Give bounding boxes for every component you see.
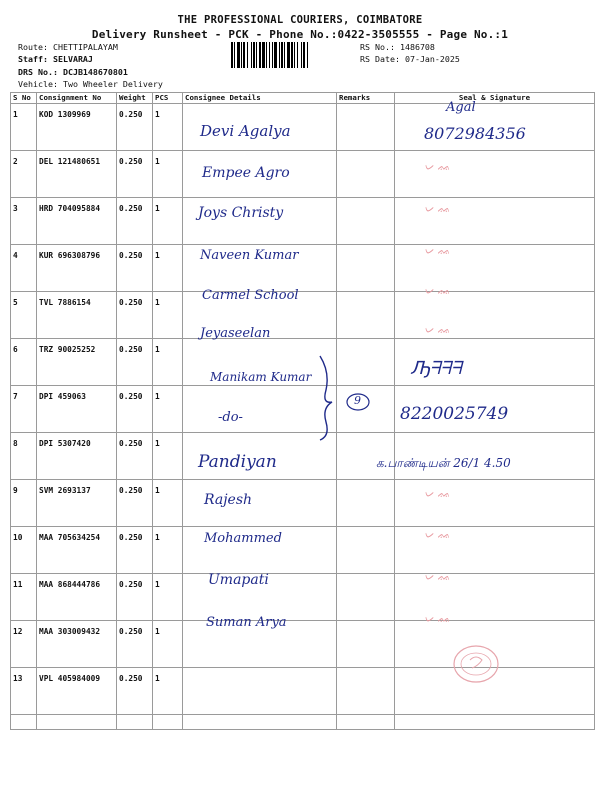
table-row-empty: [11, 715, 595, 730]
cell-pcs: 1: [153, 574, 183, 621]
handwritten-signature: 8220025749: [400, 404, 509, 424]
cell-signature: [395, 151, 595, 198]
handwritten-signature: க.பாண்டியன் 26/1 4.50: [376, 456, 511, 470]
cell-weight: 0.250: [117, 480, 153, 527]
handwritten-consignee: Umapati: [208, 572, 269, 588]
cell-weight: 0.250: [117, 198, 153, 245]
cell-sno: 2: [11, 151, 37, 198]
cell-pcs: 1: [153, 104, 183, 151]
handwritten-signature: Ԡᖷᖷᖷ: [410, 358, 462, 379]
runsheet-subtitle: Delivery Runsheet - PCK - Phone No.:0422-3505555 - Page No.:1: [91, 28, 509, 41]
cell-pcs: 1: [153, 433, 183, 480]
staff-text: Staff: SELVARAJ: [18, 54, 93, 64]
handwritten-consignee: Manikam Kumar: [210, 370, 312, 384]
table-row: [11, 527, 595, 574]
cell-consignment-no: DPI 5307420: [37, 433, 117, 480]
cell-consignment-no: MAA 705634254: [37, 527, 117, 574]
cell-consignment-no: MAA 303009432: [37, 621, 117, 668]
cell-remarks: [337, 198, 395, 245]
handwritten-signature: ᨆ ᨐ: [424, 570, 451, 583]
handwritten-consignee: Suman Arya: [206, 615, 287, 630]
handwritten-signature: Agal: [446, 100, 476, 115]
cell-pcs: 1: [153, 621, 183, 668]
circled-note: 9: [354, 394, 361, 407]
table-row: [11, 292, 595, 339]
cell-sno: 10: [11, 527, 37, 574]
cell-sno: 4: [11, 245, 37, 292]
rs-no-text: RS No.: 1486708: [360, 42, 435, 52]
cell-sno: 13: [11, 668, 37, 715]
bracket-icon: [314, 352, 374, 442]
cell-consignment-no: TVL 7886154: [37, 292, 117, 339]
cell-weight: 0.250: [117, 574, 153, 621]
col-sno-header: S No: [11, 93, 37, 104]
handwritten-consignee: Naveen Kumar: [200, 248, 299, 263]
drs-text: DRS No.: DCJB148670801: [18, 67, 128, 77]
cell-weight: 0.250: [117, 151, 153, 198]
cell-pcs: 1: [153, 245, 183, 292]
table-row: [11, 668, 595, 715]
cell-weight: 0.250: [117, 621, 153, 668]
cell-weight: 0.250: [117, 668, 153, 715]
handwritten-signature: ᨆ ᨐ: [424, 284, 451, 297]
cell-consignment-no: DPI 459063: [37, 386, 117, 433]
col-consignee-header: Consignee Details: [183, 93, 337, 104]
handwritten-consignee: Pandiyan: [198, 452, 277, 472]
handwritten-signature: ᨆ ᨐ: [424, 487, 451, 500]
cell-weight: 0.250: [117, 104, 153, 151]
table-row: [11, 574, 595, 621]
cell-remarks: [337, 480, 395, 527]
handwritten-signature: ᨆ ᨐ: [424, 160, 451, 173]
cell-weight: 0.250: [117, 245, 153, 292]
cell-pcs: 1: [153, 480, 183, 527]
cell-consignment-no: TRZ 90025252: [37, 339, 117, 386]
cell-consignment-no: SVM 2693137: [37, 480, 117, 527]
cell-pcs: 1: [153, 668, 183, 715]
col-pcs-header: PCS: [153, 93, 183, 104]
cell-pcs: 1: [153, 198, 183, 245]
cell-consignment-no: VPL 405984009: [37, 668, 117, 715]
cell-consignee: [183, 668, 337, 715]
cell-consignment-no: KOD 1309969: [37, 104, 117, 151]
cell-pcs: 1: [153, 151, 183, 198]
handwritten-consignee: Mohammed: [204, 531, 282, 546]
barcode-icon: [230, 42, 354, 68]
cell-remarks: [337, 151, 395, 198]
cell-sno: 3: [11, 198, 37, 245]
handwritten-signature: ᨆ ᨐ: [424, 528, 451, 541]
cell-sno: 11: [11, 574, 37, 621]
cell-weight: 0.250: [117, 433, 153, 480]
cell-pcs: 1: [153, 386, 183, 433]
cell-consignment-no: MAA 868444786: [37, 574, 117, 621]
cell-remarks: [337, 527, 395, 574]
handwritten-consignee: Devi Agalya: [200, 122, 291, 140]
cell-consignment-no: HRD 704095884: [37, 198, 117, 245]
rs-date-text: RS Date: 07-Jan-2025: [360, 54, 460, 64]
company-title: THE PROFESSIONAL COURIERS, COIMBATORE: [177, 14, 423, 26]
cell-consignment-no: DEL 121480651: [37, 151, 117, 198]
handwritten-consignee: Carmel School: [202, 288, 299, 303]
table-row: [11, 480, 595, 527]
cell-sno: 7: [11, 386, 37, 433]
route-text: Route: CHETTIPALAYAM: [18, 42, 118, 52]
cell-remarks: [337, 245, 395, 292]
cell-remarks: [337, 574, 395, 621]
cell-pcs: 1: [153, 292, 183, 339]
handwritten-consignee: Jeyaseelan: [200, 326, 271, 341]
col-consignment-header: Consignment No: [37, 93, 117, 104]
handwritten-signature: ᨆ ᨐ: [424, 612, 451, 625]
col-signature-header: Seal & Signature: [395, 93, 595, 104]
table-row: [11, 198, 595, 245]
handwritten-signature: ᨆ ᨐ: [424, 202, 451, 215]
table-row: [11, 151, 595, 198]
cell-weight: 0.250: [117, 339, 153, 386]
cell-remarks: [337, 292, 395, 339]
vehicle-text: Vehicle: Two Wheeler Delivery: [18, 79, 163, 89]
cell-remarks: [337, 621, 395, 668]
cell-weight: 0.250: [117, 292, 153, 339]
table-header-row: [11, 93, 595, 104]
cell-sno: 9: [11, 480, 37, 527]
cell-weight: 0.250: [117, 386, 153, 433]
cell-remarks: [337, 104, 395, 151]
handwritten-consignee: -do-: [218, 410, 243, 425]
handwritten-signature: ᨆ ᨐ: [424, 323, 451, 336]
cell-consignment-no: KUR 696308796: [37, 245, 117, 292]
cell-weight: 0.250: [117, 527, 153, 574]
cell-sno: 6: [11, 339, 37, 386]
cell-sno: 8: [11, 433, 37, 480]
handwritten-signature: 8072984356: [424, 124, 526, 143]
table-row: [11, 245, 595, 292]
cell-sno: 1: [11, 104, 37, 151]
col-remarks-header: Remarks: [337, 93, 395, 104]
col-weight-header: Weight: [117, 93, 153, 104]
stamp-icon: [450, 640, 502, 688]
cell-sno: 12: [11, 621, 37, 668]
handwritten-consignee: Joys Christy: [198, 205, 284, 221]
handwritten-consignee: Empee Agro: [202, 165, 290, 181]
cell-pcs: 1: [153, 339, 183, 386]
handwritten-consignee: Rajesh: [204, 492, 253, 508]
table-row: [11, 621, 595, 668]
cell-remarks: [337, 668, 395, 715]
handwritten-signature: ᨆ ᨐ: [424, 244, 451, 257]
cell-pcs: 1: [153, 527, 183, 574]
cell-sno: 5: [11, 292, 37, 339]
